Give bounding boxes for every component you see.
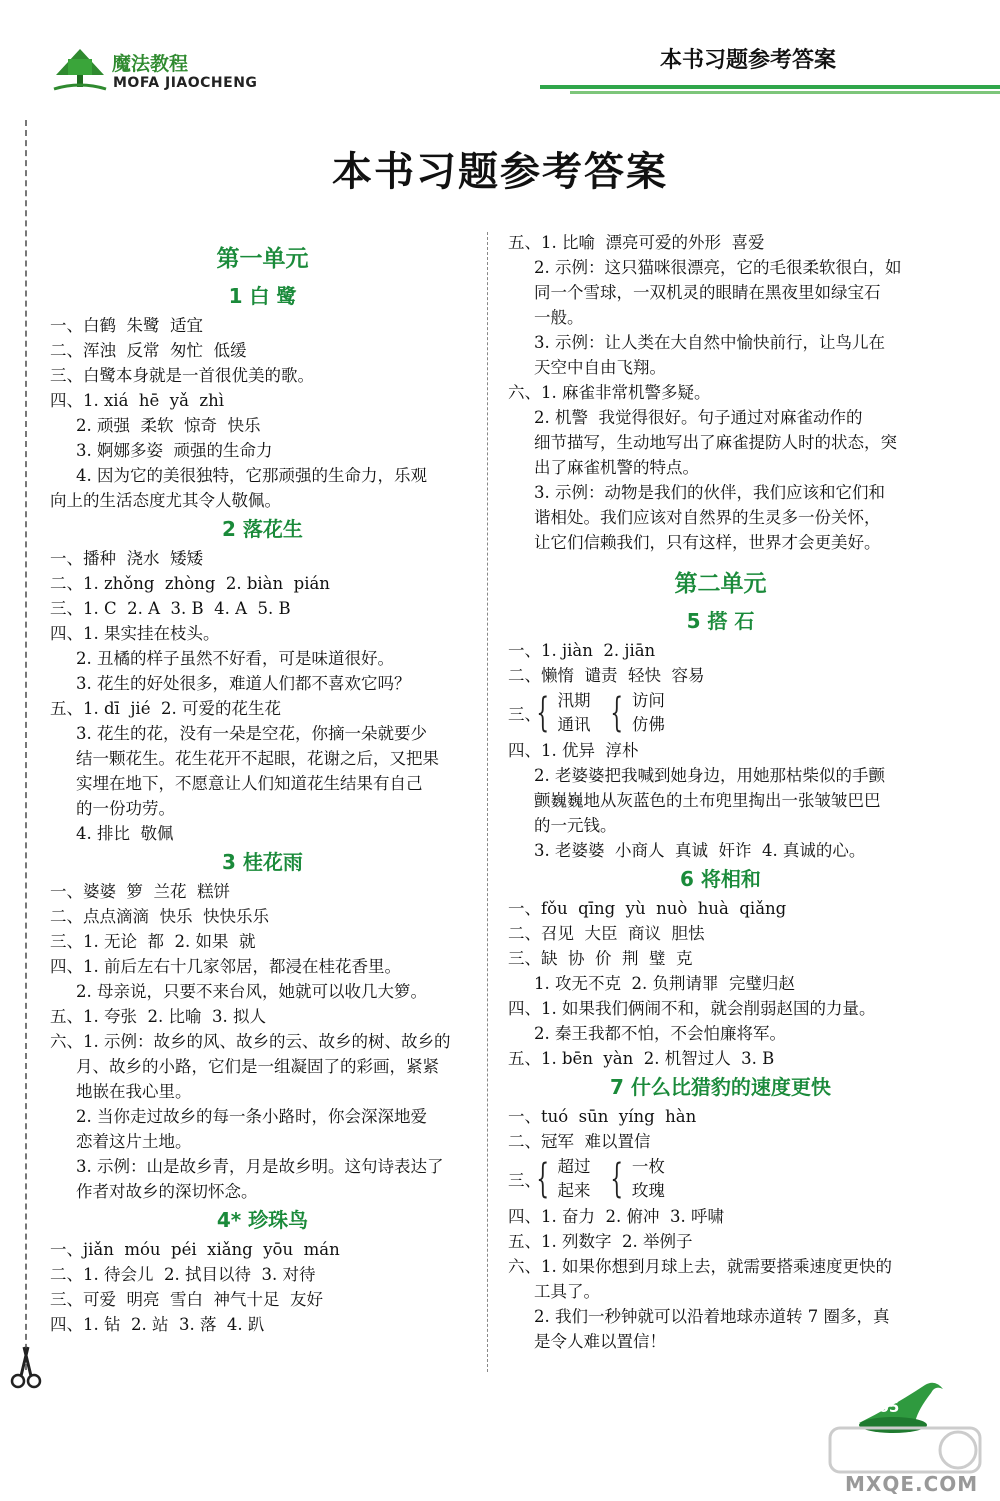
answer-line: 2. 机警 我觉得很好。句子通过对麻雀动作的 <box>534 408 863 427</box>
answer-line: 2. 我们一秒钟就可以沿着地球赤道转 7 圈多，真 <box>534 1307 890 1326</box>
answer-line: 出了麻雀机警的特点。 <box>534 458 699 477</box>
answer-line: 二、浑浊 反常 匆忙 低缓 <box>50 341 247 360</box>
answer-line: 2. 顽强 柔软 惊奇 快乐 <box>76 416 261 435</box>
answer-line: 三、白鹭本身就是一首很优美的歌。 <box>50 366 314 385</box>
answer-line: 4. 因为它的美很独特，它那顽强的生命力，乐观 <box>76 466 427 485</box>
answer-line: 三、1. 无论 都 2. 如果 就 <box>50 932 256 951</box>
answer-line: 工具了。 <box>534 1282 600 1301</box>
answer-line: 五、1. dī jié 2. 可爱的花生花 <box>50 699 281 718</box>
answer-line: 二、冠军 难以置信 <box>508 1132 651 1151</box>
brace-item: 起来 <box>557 1181 591 1200</box>
answer-line: 3. 婀娜多姿 顽强的生命力 <box>76 441 273 460</box>
answer-line: 的一元钱。 <box>534 816 617 835</box>
unit-heading: 第一单元 <box>216 246 309 272</box>
answer-line: 五、1. 比喻 漂亮可爱的外形 喜爱 <box>508 233 765 252</box>
answer-line: 结一颗花生。花生花开不起眼，花谢之后，又把果 <box>76 749 439 768</box>
answer-line: 月、故乡的小路，它们是一组凝固了的彩画，紧紧 <box>76 1057 439 1076</box>
answer-line: 四、1. xiá hē yǎ zhì <box>50 391 225 410</box>
brace-icon: { <box>536 1156 550 1202</box>
answer-line: 是令人难以置信！ <box>534 1332 666 1351</box>
answer-line: 二、点点滴滴 快乐 快快乐乐 <box>50 907 269 926</box>
answer-line: 2. 丑橘的样子虽然不好看，可是味道很好。 <box>76 649 394 668</box>
answer-line: 1. 攻无不克 2. 负荆请罪 完璧归赵 <box>534 974 795 993</box>
logo-icon <box>50 45 110 95</box>
answer-line: 二、召见 大臣 商议 胆怯 <box>508 924 705 943</box>
right-column <box>508 230 933 1354</box>
answer-line: 一、jiǎn móu péi xiǎng yōu mán <box>50 1240 340 1259</box>
brace-group <box>530 689 590 737</box>
brace-icon: { <box>610 690 624 736</box>
answer-line: 一、婆婆 箩 兰花 糕饼 <box>50 882 230 901</box>
answer-line: 四、1. 果实挂在枝头。 <box>50 624 220 643</box>
answer-line: 四、1. 优异 淳朴 <box>508 741 639 760</box>
answer-line: 实埋在地下，不愿意让人们知道花生结果有自己 <box>76 774 423 793</box>
column-divider <box>487 232 488 1372</box>
answer-line: 二、1. zhǒng zhòng 2. biàn pián <box>50 574 330 593</box>
answer-line: 3. 示例：山是故乡青，月是故乡明。这句诗表达了 <box>76 1157 444 1176</box>
answer-line: 2. 老婆婆把我喊到她身边，用她那枯柴似的手颤 <box>534 766 885 785</box>
answer-line: 2. 母亲说，只要不来台风，她就可以收几大箩。 <box>76 982 427 1001</box>
answer-line: 五、1. bēn yàn 2. 机智过人 3. B <box>508 1049 775 1068</box>
answer-line: 四、1. 奋力 2. 俯冲 3. 呼啸 <box>508 1207 724 1226</box>
page-number: 265 <box>868 1398 900 1416</box>
lesson-heading: 5 搭 石 <box>686 609 755 633</box>
answer-line: 向上的生活态度尤其令人敬佩。 <box>50 491 281 510</box>
answer-line: 恋着这片土地。 <box>76 1132 192 1151</box>
answer-line: 六、1. 麻雀非常机警多疑。 <box>508 383 711 402</box>
brace-icon: { <box>610 1156 624 1202</box>
lesson-heading: 2 落花生 <box>222 517 303 541</box>
answer-line: 细节描写，生动地写出了麻雀提防人时的状态，突 <box>534 433 897 452</box>
lesson-heading: 6 将相和 <box>680 867 761 891</box>
header-section-title: 本书习题参考答案 <box>660 48 837 73</box>
answer-line: 二、1. 待会儿 2. 拭目以待 3. 对待 <box>50 1265 316 1284</box>
brace-item: 通讯 <box>557 715 591 734</box>
answer-line: 2. 当你走过故乡的每一条小路时，你会深深地爱 <box>76 1107 427 1126</box>
lesson-heading: 7 什么比猎豹的速度更快 <box>610 1075 831 1099</box>
unit-heading: 第二单元 <box>674 571 767 597</box>
answer-line: 颤巍巍地从灰蓝色的土布兜里掏出一张皱皱巴巴 <box>534 791 881 810</box>
left-column <box>50 230 475 1337</box>
lesson-heading: 1 白 鹭 <box>228 284 297 308</box>
answer-line: 一般。 <box>534 308 584 327</box>
cut-line <box>25 120 27 1370</box>
brace-group <box>604 1155 664 1203</box>
brace-item: 仿佛 <box>631 715 665 734</box>
header-logo <box>50 45 280 100</box>
answer-line: 3. 花生的好处很多，难道人们都不喜欢它吗？ <box>76 674 411 693</box>
answer-line: 地嵌在我心里。 <box>76 1082 192 1101</box>
item-label: 三、 <box>508 1171 541 1190</box>
answer-line: 作者对故乡的深切怀念。 <box>76 1182 258 1201</box>
answer-line: 一、tuó sūn yíng hàn <box>508 1107 697 1126</box>
answer-line: 让它们信赖我们，只有这样，世界才会更美好。 <box>534 533 881 552</box>
answer-line: 三、缺 协 价 荆 璧 克 <box>508 949 693 968</box>
brace-item: 超过 <box>557 1157 591 1176</box>
page-title: 本书习题参考答案 <box>332 149 668 195</box>
answer-line: 三、1. C 2. A 3. B 4. A 5. B <box>50 599 291 618</box>
answer-line: 四、1. 如果我们俩闹不和，就会削弱赵国的力量。 <box>508 999 876 1018</box>
answer-line: 天空中自由飞翔。 <box>534 358 666 377</box>
answer-line: 2. 秦王我都不怕，不会怕廉将军。 <box>534 1024 786 1043</box>
answer-line: 的一份功劳。 <box>76 799 175 818</box>
brace-group <box>604 689 664 737</box>
answer-line: 一、播种 浇水 矮矮 <box>50 549 203 568</box>
answer-line: 3. 老婆婆 小商人 真诚 奸诈 4. 真诚的心。 <box>534 841 866 860</box>
brace-group <box>530 1155 590 1203</box>
watermark-text: MXQE.COM <box>845 1472 979 1496</box>
logo-cn-text: 魔法教程 <box>112 53 189 75</box>
header-divider-bar <box>540 85 1000 97</box>
brace-item: 玫瑰 <box>631 1181 665 1200</box>
answer-line: 谐相处。我们应该对自然界的生灵多一份关怀， <box>534 508 881 527</box>
answer-line: 五、1. 列数字 2. 举例子 <box>508 1232 693 1251</box>
answer-line: 2. 示例：这只猫咪很漂亮，它的毛很柔软很白，如 <box>534 258 902 277</box>
brace-item: 汛期 <box>557 691 591 710</box>
answer-line: 3. 示例：动物是我们的伙伴，我们应该和它们和 <box>534 483 885 502</box>
brace-answer <box>508 688 933 738</box>
brace-item: 访问 <box>631 691 665 710</box>
answer-line: 一、fǒu qīng yù nuò huà qiǎng <box>508 899 787 918</box>
brace-answer <box>508 1154 933 1204</box>
answer-line: 三、可爱 明亮 雪白 神气十足 友好 <box>50 1290 323 1309</box>
brace-icon: { <box>536 690 550 736</box>
answer-line: 同一个雪球，一双机灵的眼睛在黑夜里如绿宝石 <box>534 283 881 302</box>
lesson-heading: 3 桂花雨 <box>222 850 303 874</box>
answer-line: 四、1. 前后左右十几家邻居，都浸在桂花香里。 <box>50 957 401 976</box>
brace-item: 一枚 <box>631 1157 665 1176</box>
answer-line: 六、1. 示例：故乡的风、故乡的云、故乡的树、故乡的 <box>50 1032 451 1051</box>
item-label: 三、 <box>508 705 541 724</box>
answer-line: 二、懒惰 谴责 轻快 容易 <box>508 666 705 685</box>
answer-line: 3. 花生的花，没有一朵是空花，你摘一朵就要少 <box>76 724 427 743</box>
answer-line: 一、白鹤 朱鹭 适宜 <box>50 316 203 335</box>
answer-line: 五、1. 夸张 2. 比喻 3. 拟人 <box>50 1007 266 1026</box>
answer-line: 3. 示例：让人类在大自然中愉快前行，让鸟儿在 <box>534 333 885 352</box>
lesson-heading: 4* 珍珠鸟 <box>216 1208 309 1232</box>
answer-line: 四、1. 钻 2. 站 3. 落 4. 趴 <box>50 1315 265 1334</box>
scissors-icon <box>8 1345 48 1390</box>
answer-line: 4. 排比 敬佩 <box>76 824 174 843</box>
answer-line: 六、1. 如果你想到月球上去，就需要搭乘速度更快的 <box>508 1257 892 1276</box>
answer-line: 一、1. jiàn 2. jiān <box>508 641 656 660</box>
logo-en-text: MOFA JIAOCHENG <box>113 75 258 91</box>
